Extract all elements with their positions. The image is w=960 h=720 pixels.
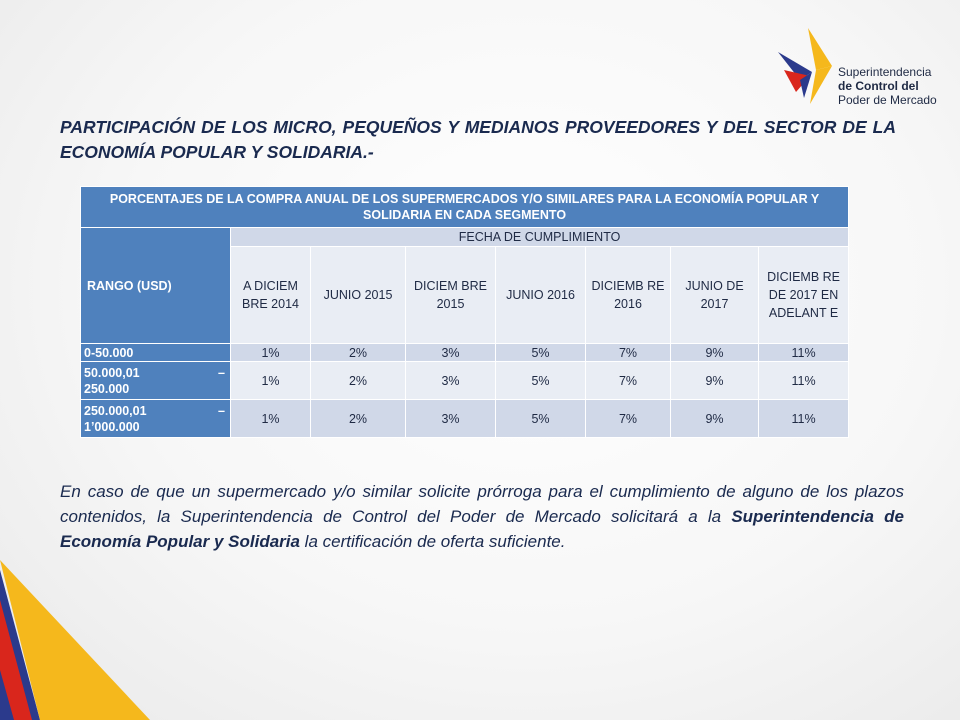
table-cell: 2%	[311, 400, 406, 438]
table-cell: 1%	[231, 362, 311, 400]
table-row	[81, 400, 849, 438]
table-cell: 7%	[586, 400, 671, 438]
page-heading: PARTICIPACIÓN DE LOS MICRO, PEQUEÑOS Y MEDIANOS PROVEEDORES Y DEL SECTOR DE LA ECONOMÍA POPULAR Y SOLIDARIA.-	[60, 117, 896, 162]
date-header: DICIEM BRE 2015	[406, 247, 496, 344]
table-cell: 5%	[496, 344, 586, 362]
body-paragraph: En caso de que un supermercado y/o similar solicite prórroga para el cumplimiento de alguno de los plazos contenidos, la Superintendencia de Control del Poder de Mercado solicitará a la Superintendencia de Economía Popular y Solidaria la certificación de oferta suficiente.	[60, 482, 904, 551]
percentages-table	[80, 186, 849, 438]
logo-wordmark	[838, 65, 937, 107]
table-title: PORCENTAJES DE LA COMPRA ANUAL DE LOS SUPERMERCADOS Y/O SIMILARES PARA LA ECONOMÍA POPULAR Y SOLIDARIA EN CADA SEGMENTO	[81, 187, 849, 228]
logo-line-2: de Control del	[838, 79, 919, 93]
logo-line-1: Superintendencia	[838, 65, 932, 79]
table-cell: 3%	[406, 344, 496, 362]
decorative-corner-icon	[0, 560, 150, 720]
table-cell: 9%	[671, 400, 759, 438]
table-cell: 7%	[586, 362, 671, 400]
fecha-header: FECHA DE CUMPLIMIENTO	[231, 228, 849, 247]
table-cell: 2%	[311, 344, 406, 362]
table-cell: 5%	[496, 400, 586, 438]
table-cell: 2%	[311, 362, 406, 400]
row-label: 50.000,01 – 250.000	[81, 362, 231, 400]
table-cell: 5%	[496, 362, 586, 400]
table-row	[81, 362, 849, 400]
rango-header: RANGO (USD)	[81, 228, 231, 344]
logo-line-3: Poder de Mercado	[838, 93, 937, 107]
table-cell: 1%	[231, 400, 311, 438]
table-cell: 9%	[671, 344, 759, 362]
date-header: DICIEMB RE DE 2017 EN ADELANT E	[759, 247, 849, 344]
table-cell: 9%	[671, 362, 759, 400]
table-cell: 7%	[586, 344, 671, 362]
date-header: DICIEMB RE 2016	[586, 247, 671, 344]
row-label: 250.000,01 – 1’000.000	[81, 400, 231, 438]
date-header: A DICIEM BRE 2014	[231, 247, 311, 344]
table-cell: 1%	[231, 344, 311, 362]
table-cell: 11%	[759, 344, 849, 362]
logo	[770, 22, 940, 112]
date-header: JUNIO DE 2017	[671, 247, 759, 344]
row-label: 0-50.000	[81, 344, 231, 362]
date-header: JUNIO 2015	[311, 247, 406, 344]
table-cell: 3%	[406, 400, 496, 438]
table-cell: 3%	[406, 362, 496, 400]
table-cell: 11%	[759, 400, 849, 438]
table-row	[81, 344, 849, 362]
highlighted-entity: Superintendencia de Economía Popular y Solidaria	[60, 507, 904, 551]
table-cell: 11%	[759, 362, 849, 400]
date-header: JUNIO 2016	[496, 247, 586, 344]
